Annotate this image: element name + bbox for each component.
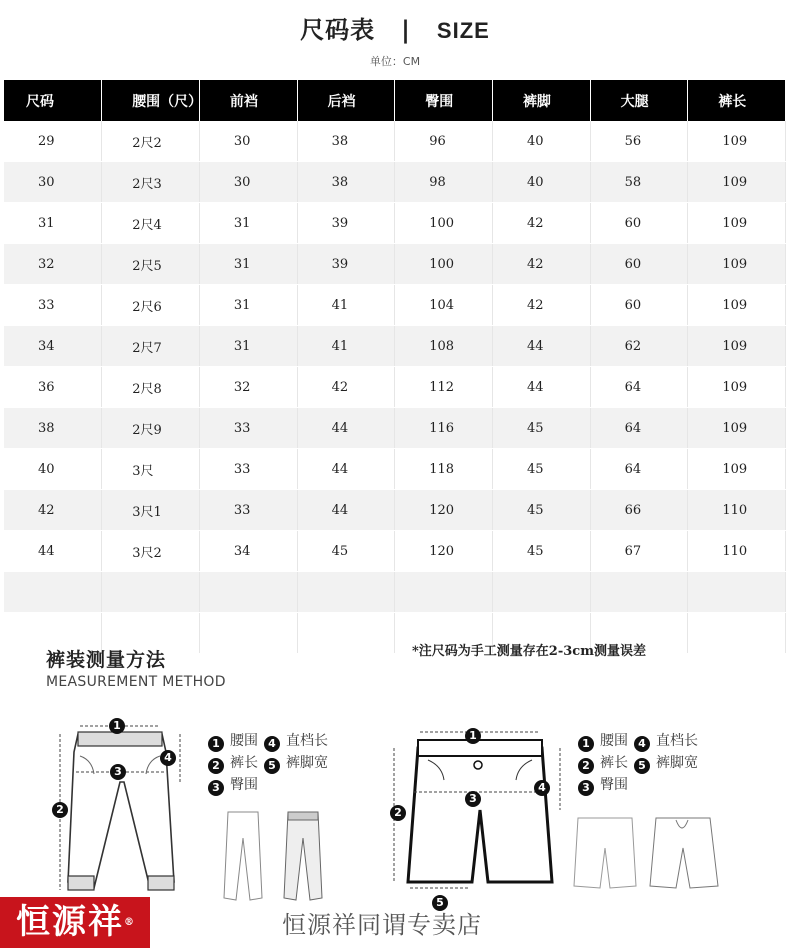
table-cell: 34 xyxy=(4,326,102,367)
size-table-header xyxy=(4,80,786,121)
legend-item xyxy=(578,752,628,774)
table-cell: 36 xyxy=(4,367,102,408)
legend-label: 裤脚宽 xyxy=(286,755,328,771)
table-cell: 60 xyxy=(590,203,688,244)
legend-label: 裤长 xyxy=(600,755,628,771)
table-cell: 3尺1 xyxy=(102,490,200,531)
table-cell: 44 xyxy=(492,367,590,408)
table-cell: 108 xyxy=(395,326,493,367)
title-en: SIZE xyxy=(436,18,490,43)
table-cell: 45 xyxy=(492,408,590,449)
shorts-thumbnails xyxy=(572,814,722,892)
table-cell: 45 xyxy=(492,490,590,531)
table-cell: 109 xyxy=(688,367,786,408)
table-cell: 96 xyxy=(395,121,493,162)
marker-3-icon: 3 xyxy=(110,764,126,780)
table-cell: 31 xyxy=(199,285,297,326)
legend-label: 腰围 xyxy=(600,733,628,749)
pants-legend xyxy=(208,730,334,796)
measurement-title: 裤装测量方法 xyxy=(46,649,167,671)
table-cell: 2尺2 xyxy=(102,121,200,162)
title-cn: 尺码表 xyxy=(300,16,376,44)
legend-label: 直档长 xyxy=(286,733,328,749)
table-cell: 2尺4 xyxy=(102,203,200,244)
table-row xyxy=(4,572,786,613)
legend-row xyxy=(208,752,334,774)
table-cell: 38 xyxy=(4,408,102,449)
table-row xyxy=(4,203,786,244)
legend-label: 裤脚宽 xyxy=(656,755,698,771)
table-cell: 38 xyxy=(297,121,395,162)
legend-row xyxy=(208,730,334,752)
table-cell: 42 xyxy=(297,367,395,408)
table-cell: 109 xyxy=(688,326,786,367)
table-cell: 100 xyxy=(395,203,493,244)
legend-label: 臀围 xyxy=(600,777,628,793)
legend-row xyxy=(208,774,334,796)
table-row xyxy=(4,449,786,490)
marker-3-icon: 3 xyxy=(465,791,481,807)
table-cell: 2尺7 xyxy=(102,326,200,367)
table-cell xyxy=(297,613,395,654)
column-header: 尺码 xyxy=(4,80,102,121)
number-badge-icon: 3 xyxy=(208,780,224,796)
table-cell: 39 xyxy=(297,203,395,244)
table-cell: 31 xyxy=(199,326,297,367)
legend-item xyxy=(634,752,698,774)
legend-label: 臀围 xyxy=(230,777,258,793)
table-cell: 64 xyxy=(590,367,688,408)
column-header: 臀围 xyxy=(395,80,493,121)
table-cell: 109 xyxy=(688,244,786,285)
measurement-note: *注尺码为手工测量存在2-3cm测量误差 xyxy=(412,644,646,659)
table-cell: 39 xyxy=(297,244,395,285)
table-cell: 45 xyxy=(492,449,590,490)
table-cell: 40 xyxy=(492,121,590,162)
store-name: 恒源祥同谓专卖店 xyxy=(282,911,482,939)
table-cell: 40 xyxy=(492,162,590,203)
number-badge-icon: 1 xyxy=(208,736,224,752)
legend-item xyxy=(634,730,698,752)
column-header: 前裆 xyxy=(199,80,297,121)
column-header: 后裆 xyxy=(297,80,395,121)
marker-5-icon: 5 xyxy=(432,895,448,911)
table-cell: 33 xyxy=(199,490,297,531)
marker-4-icon: 4 xyxy=(160,750,176,766)
table-cell: 30 xyxy=(199,162,297,203)
table-cell: 30 xyxy=(4,162,102,203)
number-badge-icon: 2 xyxy=(578,758,594,774)
table-row xyxy=(4,244,786,285)
legend-label: 直档长 xyxy=(656,733,698,749)
unit-label: 单位：CM xyxy=(369,55,421,68)
table-cell: 31 xyxy=(4,203,102,244)
table-cell: 30 xyxy=(199,121,297,162)
table-cell: 44 xyxy=(297,490,395,531)
table-cell: 38 xyxy=(297,162,395,203)
table-cell: 42 xyxy=(492,244,590,285)
legend-label: 腰围 xyxy=(230,733,258,749)
table-cell xyxy=(199,572,297,613)
legend-row xyxy=(578,774,704,796)
table-row xyxy=(4,121,786,162)
legend-item xyxy=(578,774,628,796)
column-header: 裤脚 xyxy=(492,80,590,121)
column-header: 大腿 xyxy=(590,80,688,121)
marker-1-icon: 1 xyxy=(465,728,481,744)
number-badge-icon: 4 xyxy=(634,736,650,752)
table-cell: 40 xyxy=(4,449,102,490)
table-cell: 62 xyxy=(590,326,688,367)
table-cell: 109 xyxy=(688,162,786,203)
number-badge-icon: 5 xyxy=(264,758,280,774)
table-cell: 3尺 xyxy=(102,449,200,490)
table-cell: 32 xyxy=(4,244,102,285)
table-cell: 2尺6 xyxy=(102,285,200,326)
table-cell: 58 xyxy=(590,162,688,203)
table-cell: 31 xyxy=(199,203,297,244)
table-cell: 45 xyxy=(297,531,395,572)
marker-1-icon: 1 xyxy=(109,718,125,734)
table-cell: 31 xyxy=(199,244,297,285)
table-row xyxy=(4,326,786,367)
marker-2-icon: 2 xyxy=(390,805,406,821)
number-badge-icon: 1 xyxy=(578,736,594,752)
table-cell: 112 xyxy=(395,367,493,408)
table-cell: 64 xyxy=(590,408,688,449)
table-cell: 109 xyxy=(688,285,786,326)
legend-item xyxy=(578,730,628,752)
table-cell: 33 xyxy=(4,285,102,326)
table-row xyxy=(4,531,786,572)
table-cell: 116 xyxy=(395,408,493,449)
table-cell xyxy=(297,572,395,613)
shorts-legend xyxy=(578,730,704,796)
table-cell: 56 xyxy=(590,121,688,162)
table-cell xyxy=(395,572,493,613)
table-cell: 32 xyxy=(199,367,297,408)
table-cell xyxy=(590,572,688,613)
table-cell: 42 xyxy=(492,203,590,244)
table-cell: 60 xyxy=(590,285,688,326)
number-badge-icon: 5 xyxy=(634,758,650,774)
legend-item xyxy=(208,752,258,774)
pants-thumbnails xyxy=(222,808,332,904)
table-cell: 44 xyxy=(297,449,395,490)
table-cell: 33 xyxy=(199,408,297,449)
number-badge-icon: 4 xyxy=(264,736,280,752)
table-cell: 118 xyxy=(395,449,493,490)
number-badge-icon: 2 xyxy=(208,758,224,774)
table-cell: 2尺3 xyxy=(102,162,200,203)
table-cell: 41 xyxy=(297,285,395,326)
table-cell: 120 xyxy=(395,490,493,531)
legend-row xyxy=(578,730,704,752)
table-cell: 104 xyxy=(395,285,493,326)
table-cell: 34 xyxy=(199,531,297,572)
table-cell: 120 xyxy=(395,531,493,572)
marker-4-icon: 4 xyxy=(534,780,550,796)
table-cell: 44 xyxy=(297,408,395,449)
table-cell: 2尺8 xyxy=(102,367,200,408)
table-cell: 44 xyxy=(492,326,590,367)
legend-item xyxy=(208,730,258,752)
table-cell xyxy=(688,572,786,613)
table-cell xyxy=(688,613,786,654)
measurement-subtitle: MEASUREMENT METHOD xyxy=(46,674,226,690)
table-cell: 2尺9 xyxy=(102,408,200,449)
table-cell: 42 xyxy=(4,490,102,531)
legend-item xyxy=(264,752,328,774)
table-row xyxy=(4,162,786,203)
table-cell: 109 xyxy=(688,408,786,449)
table-cell: 2尺5 xyxy=(102,244,200,285)
legend-label: 裤长 xyxy=(230,755,258,771)
table-cell xyxy=(4,572,102,613)
table-row xyxy=(4,367,786,408)
legend-item xyxy=(264,730,328,752)
table-cell: 109 xyxy=(688,121,786,162)
table-cell: 42 xyxy=(492,285,590,326)
number-badge-icon: 3 xyxy=(578,780,594,796)
table-cell xyxy=(492,572,590,613)
column-header: 腰围（尺） xyxy=(102,80,200,121)
marker-2-icon: 2 xyxy=(52,802,68,818)
table-cell: 64 xyxy=(590,449,688,490)
shorts-diagram xyxy=(380,720,580,900)
table-cell: 109 xyxy=(688,449,786,490)
table-row xyxy=(4,490,786,531)
table-cell: 33 xyxy=(199,449,297,490)
legend-item xyxy=(208,774,258,796)
table-cell: 44 xyxy=(4,531,102,572)
table-row xyxy=(4,285,786,326)
table-cell: 45 xyxy=(492,531,590,572)
table-cell: 100 xyxy=(395,244,493,285)
size-table-body xyxy=(4,121,786,654)
table-cell: 109 xyxy=(688,203,786,244)
table-cell xyxy=(102,572,200,613)
table-cell: 41 xyxy=(297,326,395,367)
page-title xyxy=(0,10,790,45)
table-cell: 110 xyxy=(688,490,786,531)
registered-mark: ® xyxy=(124,917,134,928)
table-cell: 60 xyxy=(590,244,688,285)
table-cell: 66 xyxy=(590,490,688,531)
table-cell: 98 xyxy=(395,162,493,203)
brand-name: 恒源祥 xyxy=(16,902,124,942)
title-separator: | xyxy=(401,16,411,44)
column-header: 裤长 xyxy=(688,80,786,121)
legend-row xyxy=(578,752,704,774)
brand-logo xyxy=(0,897,150,948)
table-cell: 110 xyxy=(688,531,786,572)
table-cell: 3尺2 xyxy=(102,531,200,572)
table-cell: 29 xyxy=(4,121,102,162)
table-row xyxy=(4,408,786,449)
table-cell: 67 xyxy=(590,531,688,572)
table-cell xyxy=(199,613,297,654)
size-table xyxy=(4,80,786,654)
